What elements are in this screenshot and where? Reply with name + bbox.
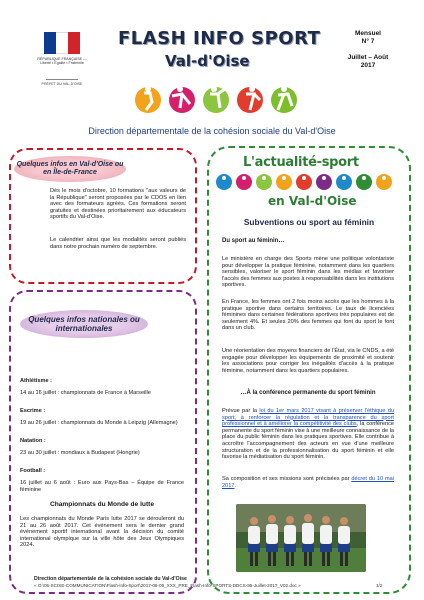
actualite-sports-icons <box>214 172 404 192</box>
p5-text-a: Sa composition et ses missions sont précisées par <box>222 476 352 482</box>
national-news-heading: Quelques infos nationales ou internationales <box>20 310 148 338</box>
actualite-subtitle: en Val-d'Oise <box>268 194 357 208</box>
logo-divider <box>46 79 78 80</box>
escrime-label: Escrime : <box>20 408 46 414</box>
running-icon <box>271 86 297 113</box>
loi-2017-link[interactable]: loi du 1er mars 2017 visant à préserver l'éthique du sport, à renforcer la régulation et la transparence du sport professionnel et à améliorer la compétitivité des clubs <box>222 408 395 428</box>
sports-pictograms <box>132 80 312 116</box>
football-icon <box>135 86 161 113</box>
section-heading-1: Du sport au féminin… <box>222 238 285 244</box>
tennis-icon <box>203 86 229 113</box>
gymnastics-icon <box>169 86 195 113</box>
section-heading-2: …À la conférence permanente du sport féminin <box>240 390 376 396</box>
footer-file-path: « O:\05-SCISE-COMMUNICATION\Flash-info-Sport\2017-06-09_XXX_PRE_Flash-Info-SPORTS-DDCS-95-Juillet-2017_V02.doc » <box>34 583 301 588</box>
p4-text-a: Prévue par la <box>222 408 260 414</box>
athletisme-label: Athlétisme : <box>20 378 53 384</box>
footer-department: Direction départementale de la cohésion sociale du Val-d'Oise <box>34 576 187 582</box>
decret-2017-link[interactable]: décret du 10 mai 2017 <box>222 476 394 489</box>
french-flag-icon <box>44 32 80 54</box>
football-text: 16 juillet au 6 août : Euro aux Pays-Bas – Équipe de France féminine <box>20 480 184 493</box>
lutte-text: Les championnats du Monde Paris lutte 2017 se dérouleront du 21 au 26 août 2017. Cet événement sera le dernier grand événement sportif international avant la décision du comité international olympique sur la ville hôte des Jeux Olympiques 2024. <box>20 516 184 549</box>
article-paragraph-4 <box>222 408 394 461</box>
escrime-text: 19 au 26 juillet : championnats du Monde à Leipzig (Allemagne) <box>20 420 178 426</box>
article-paragraph-1: Le ministère en charge des Sports mène une politique volontariste pour développer la pratique féminine, notamment dans les quartiers sensibles, valoriser le sport féminin dans les médias et favoriser l'accès des femmes aux postes à responsabilités dans les institutions sportives. <box>222 256 394 289</box>
local-news-paragraph-1: Dès le mois d'octobre, 10 formations "aux valeurs de la République" seront proposées par le CDOS en lien avec des formateurs agréés. Ces formations seront gratuites et destinées prioritairement aux éducateurs sportifs du Val-d'Oise. <box>50 188 186 221</box>
newsletter-subtitle: Val-d'Oise <box>165 52 250 70</box>
republique-logo <box>36 28 88 90</box>
p5-text-b: . <box>234 482 237 489</box>
issue-number: N° 7 <box>361 38 375 45</box>
article-heading: Subventions ou sport au féminin <box>243 217 375 227</box>
football-label: Football : <box>20 468 46 474</box>
athletisme-text: 14 au 16 juillet : championnats de France à Marseille <box>20 390 151 396</box>
football-team-photo <box>236 504 366 572</box>
issue-date: Juillet – Août 2017 <box>347 54 389 69</box>
newsletter-title: FLASH INFO SPORT <box>118 28 321 49</box>
p4-text-b: , la conférence permanente du sport féminin vise à une meilleure connaissance de la place du public féminin dans les pratiques sportives. Elle contribue à accroître l'accompagnement des acteurs en vue d'une meilleure structuration et de la professionnalisation du sport féminin et elle favorise la médiatisation du sport féminin. <box>222 421 394 461</box>
issue-info <box>346 30 390 70</box>
local-news-paragraph-2: Le calendrier ainsi que les modalités seront publiés dans notre prochain numéro de septembre. <box>50 237 186 250</box>
actualite-title: L'actualité-sport <box>243 155 359 170</box>
natation-label: Natation : <box>20 438 46 444</box>
natation-text: 23 au 30 juillet : mondiaux à Budapest (Hongrie) <box>20 450 140 456</box>
basketball-icon <box>237 86 263 113</box>
logo-text: RÉPUBLIQUE FRANÇAISE — Liberté • Égalité • Fraternité <box>37 57 87 66</box>
article-paragraph-5 <box>222 476 394 489</box>
article-paragraph-2: En France, les femmes ont 2 fois moins accès que les hommes à la pratique sportive dans certains territoires. Le taux de licenciées féminines dans certaines fédérations sportives très populaires est de seulement 4%. Et seules 20% des femmes qui font du sport le font dans un club. <box>222 299 394 332</box>
lutte-heading: Championnats du Monde de lutte <box>49 501 155 508</box>
department-title: Direction départementale de la cohésion sociale du Val-d'Oise <box>88 126 336 136</box>
article-paragraph-3: Une réorientation des moyens financiers de l'État, via le CNDS, a été engagée pour développer les équipements de proximité et soutenir les associations pour corriger les inégalités d'accès à la pratique féminine, notamment dans les quartiers populaires. <box>222 348 394 374</box>
issue-type: Mensuel <box>354 30 381 37</box>
page-number: 1/2 <box>376 583 383 588</box>
local-news-heading: Quelques infos en Val-d'Oise ou en Île-de-France <box>14 156 126 182</box>
prefet-label: PRÉFET DU VAL-D'OISE <box>41 82 83 86</box>
